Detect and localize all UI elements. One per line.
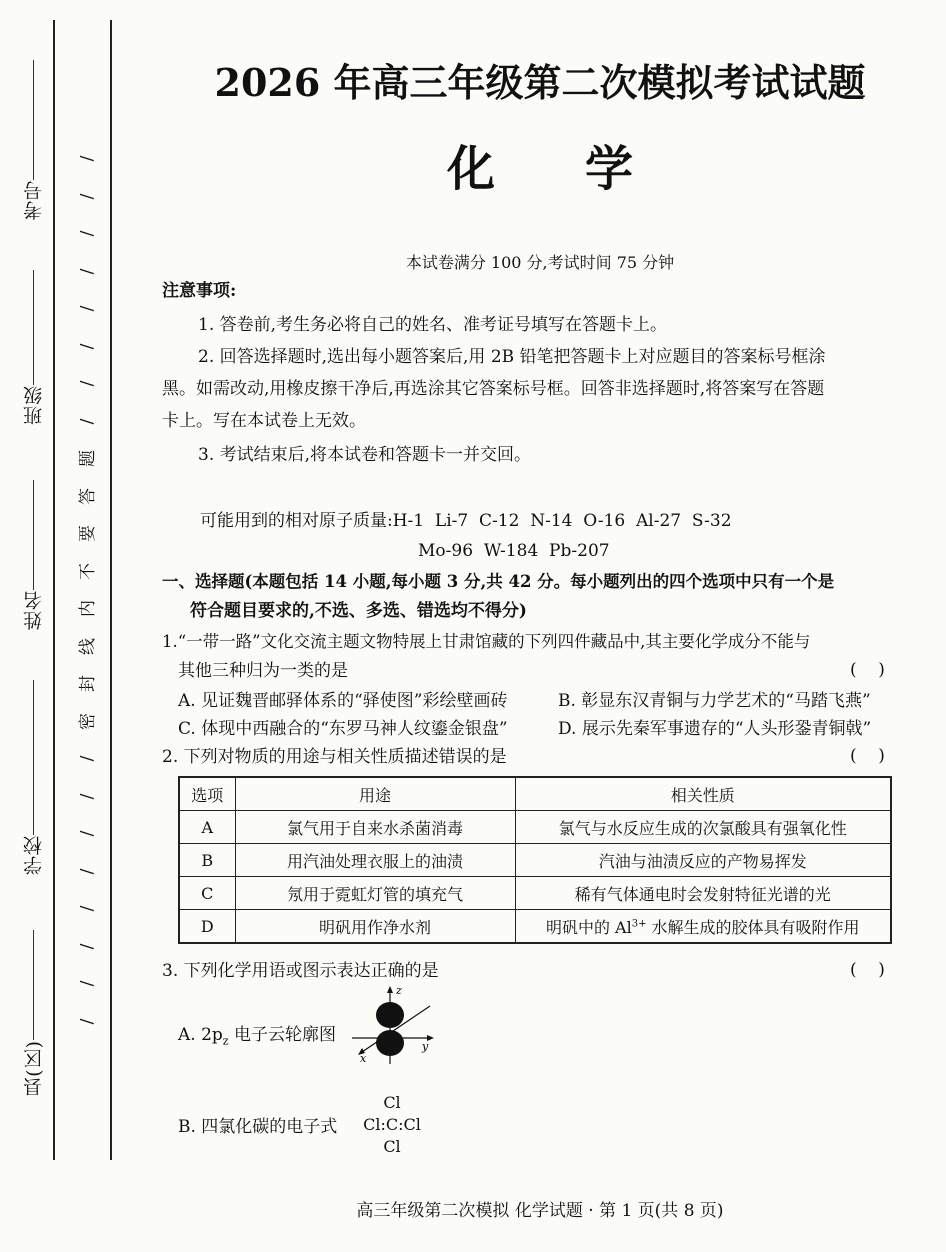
cell-option: D	[179, 910, 235, 944]
prop-text-end: 水解生成的胶体具有吸附作用	[646, 917, 860, 937]
exam-number-field[interactable]	[18, 60, 48, 220]
county-label: 县(区)	[22, 1040, 45, 1097]
notice-item-2-end: 卡上。写在本试卷上无效。	[162, 411, 366, 431]
seal-char: 内	[77, 600, 98, 618]
seal-char: 不	[77, 562, 98, 580]
cell-property: 氯气与水反应生成的次氯酸具有强氧化性	[515, 811, 891, 844]
class-label: 班级	[22, 385, 45, 425]
table-row	[179, 910, 891, 944]
seal-char: 题	[77, 450, 98, 468]
q1-stem: 1.“一带一路”文化交流主题文物特展上甘肃馆藏的下列四件藏品中,其主要化学成分不能与	[162, 632, 811, 651]
table-row	[179, 811, 891, 844]
cell-property: 稀有气体通电时会发射特征光谱的光	[515, 877, 891, 910]
seal-char: 答	[77, 487, 98, 505]
q2-table	[178, 776, 892, 944]
header-use: 用途	[235, 777, 515, 811]
section-heading-cont: 符合题目要求的,不选、多选、错选均不得分)	[190, 601, 527, 621]
atomic-mass-line-2: Mo-96 W-184 Pb-207	[418, 541, 610, 561]
q1-option-a: A. 见证魏晋邮驿体系的“驿使图”彩绘壁画砖	[178, 691, 508, 711]
notice-heading: 注意事项:	[162, 281, 237, 301]
orbital-lobe-upper	[376, 1002, 404, 1028]
cell-use: 氖用于霓虹灯管的填充气	[235, 877, 515, 910]
school-field[interactable]	[18, 680, 48, 875]
header-property: 相关性质	[515, 777, 891, 811]
school-label: 学校	[22, 835, 45, 875]
z-label: z	[396, 984, 402, 997]
exam-title: 2026 年高三年级第二次模拟考试试题	[214, 60, 866, 105]
slash: /	[77, 943, 98, 950]
name-label: 姓名	[22, 590, 45, 630]
slash: /	[77, 418, 98, 424]
q2-answer-paren[interactable]: ( )	[850, 746, 885, 766]
seal-char: 线	[77, 637, 98, 655]
class-field[interactable]	[18, 270, 48, 425]
slash: /	[77, 793, 98, 800]
q1-answer-paren[interactable]: ( )	[850, 660, 885, 680]
p-orbital-diagram	[346, 984, 442, 1068]
q1-option-c: C. 体现中西融合的“东罗马神人纹鎏金银盘”	[178, 719, 508, 739]
slash: /	[77, 230, 98, 237]
table-row	[179, 877, 891, 910]
slash: /	[77, 305, 98, 312]
table-header-row	[179, 777, 891, 811]
seal-char: 要	[77, 525, 98, 543]
exam-number-blank[interactable]	[33, 60, 34, 180]
atomic-mass-line-1: 可能用到的相对原子质量:H-1 Li-7 C-12 N-14 O-16 Al-27 S-32	[200, 511, 732, 531]
y-label: y	[422, 1040, 429, 1053]
z-arrow	[387, 986, 393, 993]
slash: /	[77, 1018, 98, 1025]
q2-stem: 2. 下列对物质的用途与相关性质描述错误的是	[162, 747, 507, 767]
slash: /	[77, 980, 98, 987]
name-field[interactable]	[18, 480, 48, 630]
slash: /	[77, 193, 98, 199]
header-option: 选项	[179, 777, 235, 811]
ccl4-electron-formula	[352, 1092, 432, 1158]
charge-sup: 3+	[631, 918, 647, 930]
slash: /	[77, 155, 98, 162]
slash: /	[77, 380, 98, 387]
cell-option: C	[179, 877, 235, 910]
orbital-lobe-lower	[376, 1030, 404, 1056]
page-footer: 高三年级第二次模拟 化学试题 · 第 1 页(共 8 页)	[356, 1201, 724, 1221]
q3-option-a	[178, 1020, 336, 1056]
slash: /	[77, 755, 98, 762]
cell-property	[515, 910, 891, 944]
cell-use: 用汽油处理衣服上的油渍	[235, 844, 515, 877]
q3-a-text: 电子云轮廓图	[228, 1025, 336, 1045]
seal-line-text	[72, 150, 104, 1030]
county-field[interactable]	[18, 930, 48, 1097]
q1-stem-cont: 其他三种归为一类的是	[178, 661, 348, 681]
q3-option-b-label: B. 四氯化碳的电子式	[178, 1117, 338, 1137]
notice-item-3: 3. 考试结束后,将本试卷和答题卡一并交回。	[198, 445, 532, 465]
q3-a-prefix: A. 2p	[178, 1025, 223, 1045]
q3-stem: 3. 下列化学用语或图示表达正确的是	[162, 961, 439, 981]
seal-char: 密	[77, 712, 98, 730]
binding-line-left	[53, 20, 55, 1160]
county-blank[interactable]	[33, 930, 34, 1040]
slash: /	[77, 343, 98, 349]
slash: /	[77, 830, 98, 837]
prop-text: 明矾中的 Al	[545, 917, 632, 937]
notice-item-1: 1. 答卷前,考生务必将自己的姓名、准考证号填写在答题卡上。	[198, 315, 668, 335]
exam-number-label: 考号	[22, 180, 45, 220]
section-heading: 一、选择题(本题包括 14 小题,每小题 3 分,共 42 分。每小题列出的四个选项中只有一个是	[162, 572, 835, 591]
q1-option-d: D. 展示先秦军事遗存的“人头形銎青铜戟”	[558, 719, 872, 739]
ccl4-bottom: Cl	[383, 1137, 401, 1156]
school-blank[interactable]	[33, 680, 34, 835]
slash: /	[77, 868, 98, 875]
notice-item-2-cont: 黑。如需改动,用橡皮擦干净后,再选涂其它答案标号框。回答非选择题时,将答案写在答题	[162, 379, 825, 399]
seal-char: 封	[77, 675, 98, 693]
binding-line-right	[110, 20, 112, 1160]
exam-info: 本试卷满分 100 分,考试时间 75 分钟	[405, 253, 675, 272]
cell-property: 汽油与油渍反应的产物易挥发	[515, 844, 891, 877]
cell-option: B	[179, 844, 235, 877]
slash: /	[77, 905, 98, 912]
q3-a-sub: z	[222, 1034, 229, 1048]
notice-item-2: 2. 回答选择题时,选出每小题答案后,用 2B 铅笔把答题卡上对应题目的答案标号框涂	[198, 347, 826, 367]
cell-use: 明矾用作净水剂	[235, 910, 515, 944]
table-row	[179, 844, 891, 877]
slash: /	[77, 268, 98, 274]
q3-answer-paren[interactable]: ( )	[850, 960, 885, 980]
x-label: x	[360, 1052, 367, 1065]
cell-use: 氯气用于自来水杀菌消毒	[235, 811, 515, 844]
name-blank[interactable]	[33, 480, 34, 590]
cell-option: A	[179, 811, 235, 844]
ccl4-middle: Cl:C:Cl	[363, 1115, 421, 1134]
subject-title: 化学	[446, 141, 723, 197]
q1-option-b: B. 彰显东汉青铜与力学艺术的“马踏飞燕”	[558, 691, 871, 711]
class-blank[interactable]	[33, 270, 34, 385]
ccl4-top: Cl	[383, 1093, 401, 1112]
